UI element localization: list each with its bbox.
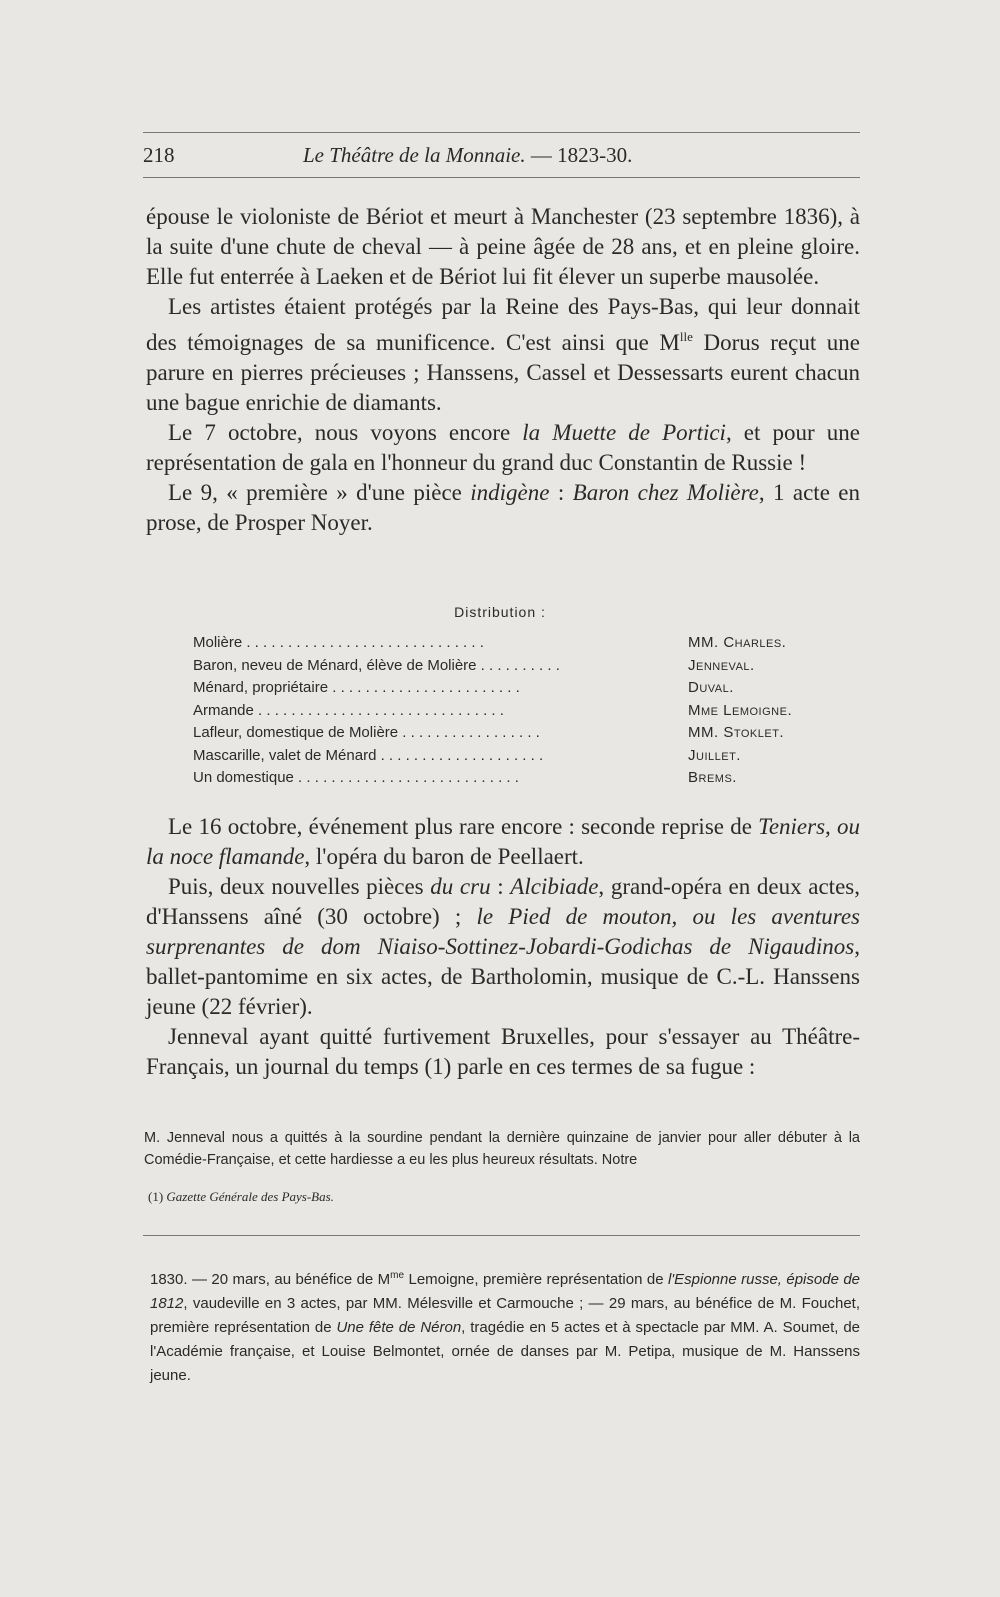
paragraph-5 <box>146 812 860 872</box>
p6-text-c: , grand-opéra en deux actes, d'Hanssens aîné (30 octobre) ; <box>146 874 860 929</box>
p6-italic-1: du cru <box>430 874 491 899</box>
paragraph-4 <box>146 478 860 538</box>
p3-text-a: Le 7 octobre, nous voyons encore <box>168 420 523 445</box>
cast-role: Armande . . . . . . . . . . . . . . . . . . . . . . . . . . . . . . <box>193 701 504 719</box>
cast-actor: Jenneval. <box>688 656 755 674</box>
cast-role: Un domestique . . . . . . . . . . . . . . . . . . . . . . . . . . . <box>193 769 519 786</box>
cast-actor: Juillet. <box>688 746 741 764</box>
running-title-text: Le Théâtre de la Monnaie. <box>303 143 526 167</box>
annex-text-3: , vaudeville en 3 actes, par MM. Mélesville et Carmouche ; — 29 mars, au bénéfice de M. Fouchet, première représentation de <box>150 1295 860 1336</box>
annex-superscript: me <box>390 1270 405 1281</box>
cast-role: Lafleur, domestique de Molière . . . . . . . . . . . . . . . . . <box>193 724 540 741</box>
running-header <box>143 132 860 178</box>
cast-role: Molière . . . . . . . . . . . . . . . . . . . . . . . . . . . . . <box>193 634 484 651</box>
p6-text-b: : <box>490 874 511 899</box>
p4-text-a: Le 9, « première » d'une pièce <box>168 480 471 505</box>
p3-italic: la Muette de Portici <box>522 420 726 445</box>
separator-rule <box>143 1235 860 1236</box>
cast-row <box>193 747 813 770</box>
page-number: 218 <box>143 143 175 167</box>
paragraph-1: épouse le violoniste de Bériot et meurt à Manchester (23 septembre 1836), à la suite d'une chute de cheval — à peine âgée de 28 ans, et en pleine gloire. Elle fut enterrée à Laeken et de Bériot lui fit élever un superbe mausolée. <box>146 204 860 289</box>
cast-actor: Mme Lemoigne. <box>688 701 793 719</box>
annex-text-2: Lemoigne, première représentation de <box>404 1271 668 1288</box>
p5-text-a: Le 16 octobre, événement plus rare encore : seconde reprise de <box>168 814 759 839</box>
annex-italic-2: Une fête de Néron <box>336 1319 462 1336</box>
cast-list <box>193 634 813 792</box>
cast-actor: MM. Charles. <box>688 634 787 651</box>
p2-text-a: Les artistes étaient protégés par la Reine des Pays-Bas, qui leur donnait des témoignages de sa munificence. C'est ainsi que M <box>146 294 860 355</box>
cast-row <box>193 769 813 792</box>
footnote-text: Gazette Générale des Pays-Bas. <box>166 1189 334 1204</box>
annex-text-4: , tragédie en 5 actes et à spectacle par MM. A. Soumet, de l'Académie française, et Louise Belmontet, ornée de danses par M. Petipa, musique de M. Hanssens jeune. <box>150 1319 860 1384</box>
p4-italic-2: Baron chez Molière <box>572 480 759 505</box>
cast-row <box>193 724 813 747</box>
paragraph-7: Jenneval ayant quitté furtivement Bruxelles, pour s'essayer au Théâtre-Français, un journal du temps (1) parle en ces termes de sa fugue : <box>146 1024 860 1079</box>
running-title <box>303 143 632 168</box>
cast-role: Ménard, propriétaire . . . . . . . . . . . . . . . . . . . . . . . <box>193 679 520 696</box>
cast-role: Baron, neveu de Ménard, élève de Molière . . . . . . . . . . <box>193 656 560 674</box>
title-dash: — <box>530 143 552 167</box>
p2-superscript: lle <box>679 329 693 344</box>
annex-italic-1: l'Espionne russe, épisode de 1812 <box>150 1271 861 1312</box>
annex-text-1: 1830. — 20 mars, au bénéfice de M <box>150 1271 391 1288</box>
p4-text-b: : <box>549 480 573 505</box>
p4-text-c: , 1 acte en prose, de Prosper Noyer. <box>146 480 860 535</box>
cast-row <box>193 634 813 657</box>
quoted-passage: M. Jenneval nous a quittés à la sourdine pendant la dernière quinzaine de janvier pour aller débuter à la Comédie-Française, et cette hardiesse a eu les plus heureux résultats. Notre <box>144 1130 860 1168</box>
p6-italic-2: Alcibiade <box>510 874 599 899</box>
title-years: 1823-30. <box>557 143 633 167</box>
p5-italic: Teniers, ou la noce flamande <box>146 814 861 869</box>
cast-actor: MM. Stoklet. <box>688 724 785 741</box>
p2-text-b: Dorus reçut une parure en pierres précieuses ; Hanssens, Cassel et Dessessarts eurent chacun une bague enrichie de diamants. <box>146 330 860 415</box>
p3-text-b: , et pour une représentation de gala en l'honneur du grand duc Constantin de Russie ! <box>146 420 860 475</box>
p5-text-b: , l'opéra du baron de Peellaert. <box>304 844 584 869</box>
cast-actor: Brems. <box>688 769 737 786</box>
distribution-title: Distribution : <box>454 604 546 620</box>
paragraph-3 <box>146 418 860 478</box>
cast-row <box>193 702 813 725</box>
cast-role: Mascarille, valet de Ménard . . . . . . . . . . . . . . . . . . . . <box>193 746 544 764</box>
main-text-bottom <box>146 812 860 1082</box>
paragraph-2 <box>146 292 860 418</box>
cast-actor: Duval. <box>688 679 734 696</box>
footnote-number: (1) <box>148 1189 164 1204</box>
footnote <box>148 1189 334 1205</box>
p6-text-d: , ballet-pantomime en six actes, de Bartholomin, musique de C.-L. Hanssens jeune (22 février). <box>146 934 860 1019</box>
p4-italic-1: indigène <box>470 480 550 505</box>
p6-italic-3: le Pied de mouton, ou les aventures surprenantes de dom Niaiso-Sottinez-Jobardi-Godichas de Nigaudinos <box>146 904 860 959</box>
cast-row <box>193 657 813 680</box>
p6-text-a: Puis, deux nouvelles pièces <box>168 874 431 899</box>
cast-row <box>193 679 813 702</box>
main-text-top <box>146 202 860 538</box>
paragraph-6 <box>146 872 860 1022</box>
annex-note <box>150 1264 860 1388</box>
